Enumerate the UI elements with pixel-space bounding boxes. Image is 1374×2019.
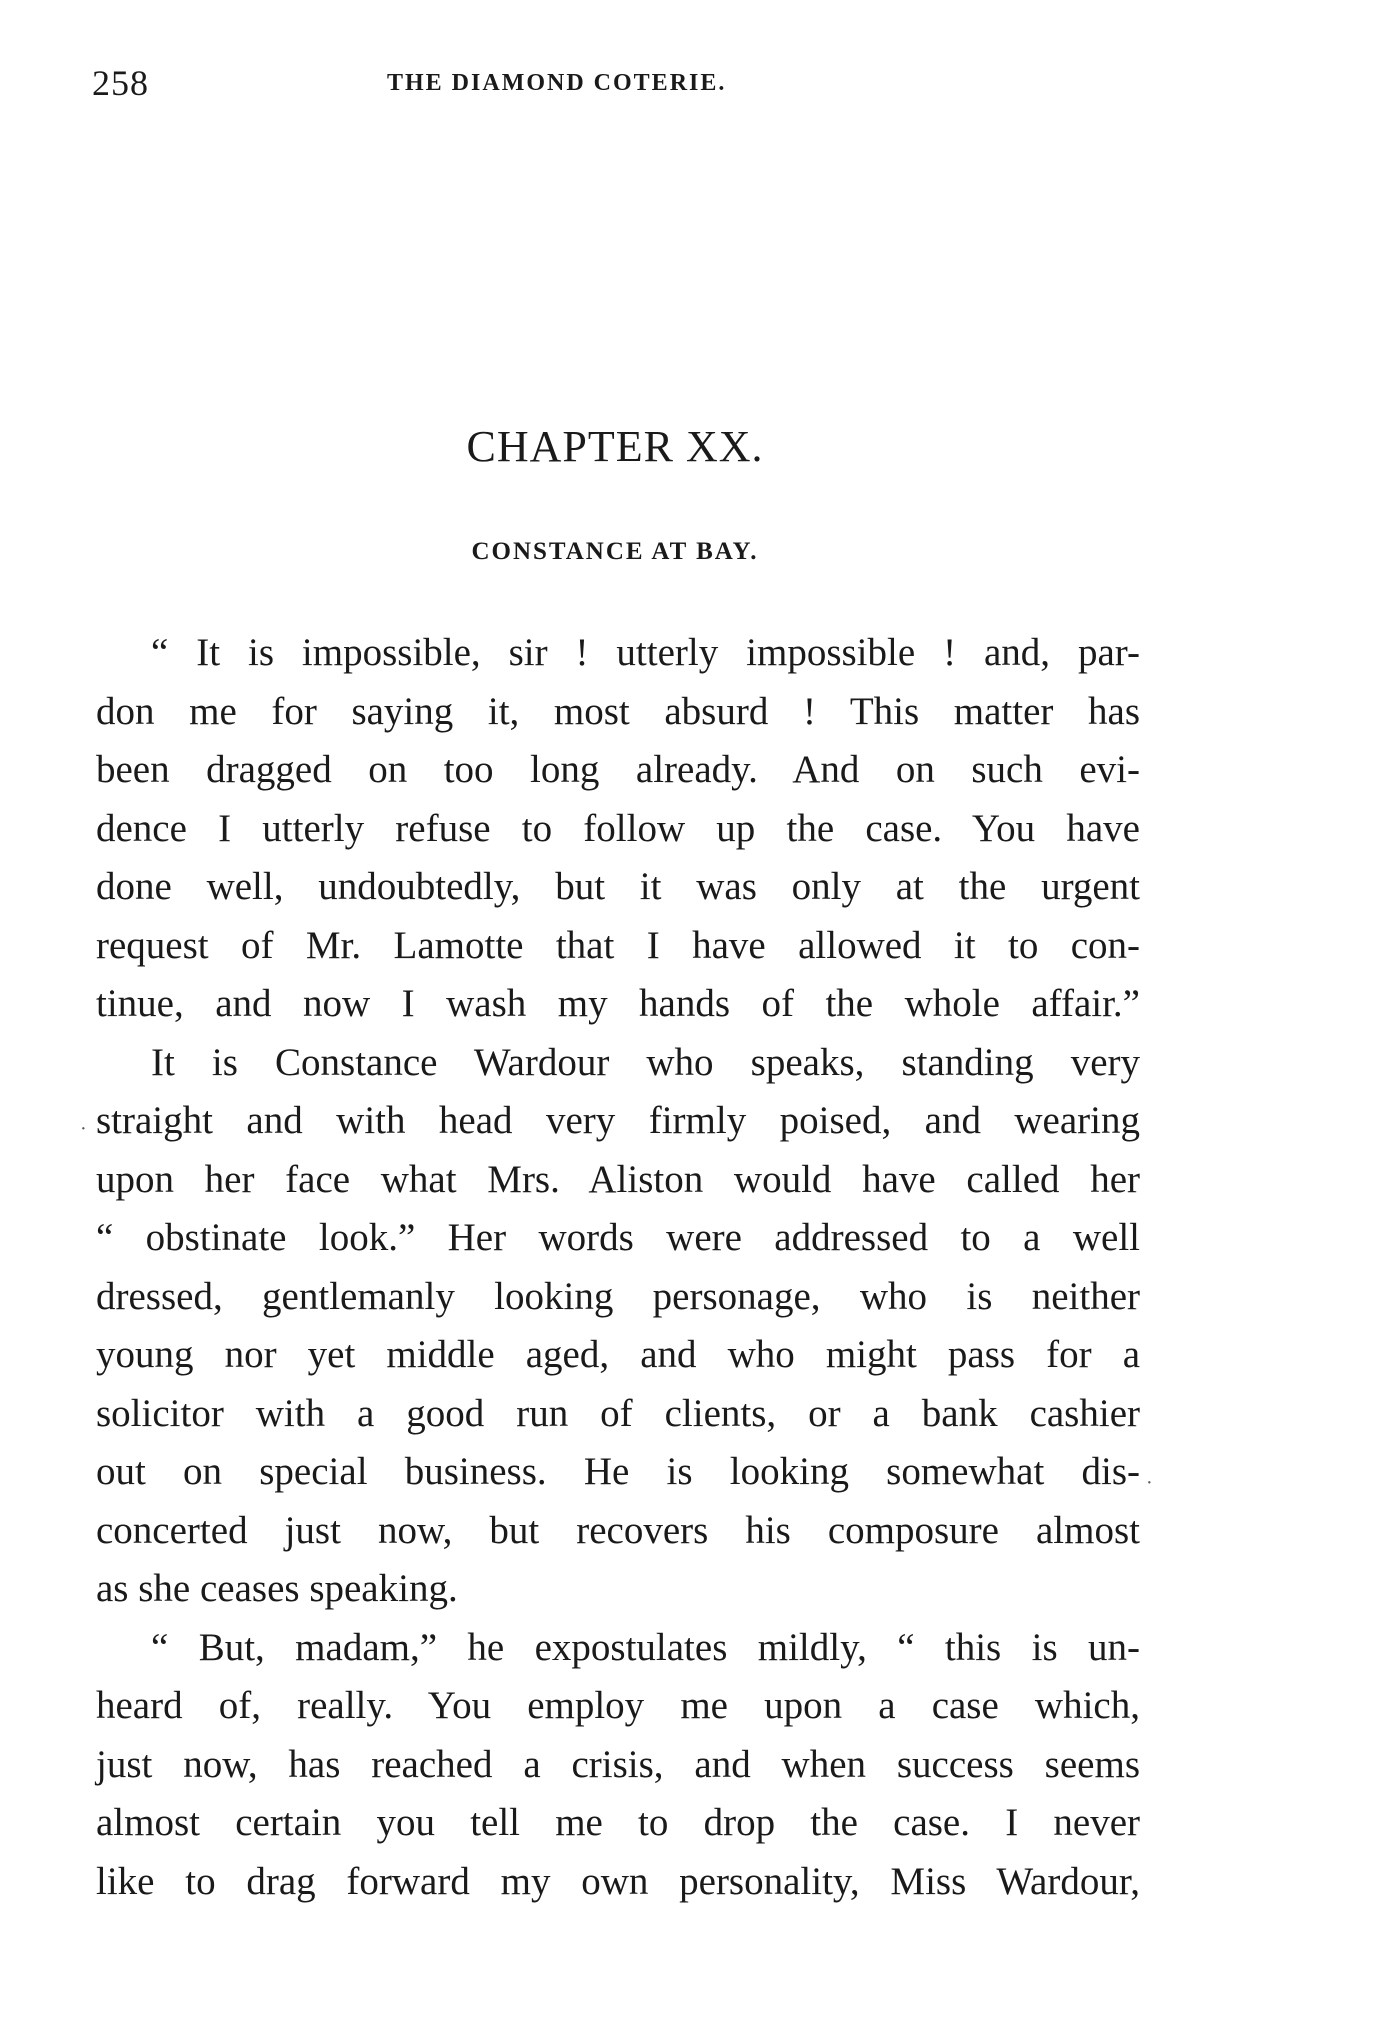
text-line: been dragged on too long already. And on such evi- [96,748,1140,791]
text-line: like to drag forward my own personality, Miss Wardour, [96,1859,1140,1903]
text-line: almost certain you tell me to drop the case. I never [96,1801,1140,1844]
paragraph-2 [96,1034,1140,1619]
body-text [96,624,1140,1911]
text-line: just now, has reached a crisis, and when success seems [96,1742,1140,1786]
text-line: solicitor with a good run of clients, or a bank cashier [96,1391,1140,1435]
text-line: don me for saying it, most absurd ! This matter has [96,689,1140,733]
text-line: out on special business. He is looking somewhat dis- [96,1450,1140,1493]
margin-dot-mark: · [80,1118,87,1140]
chapter-subtitle: CONSTANCE AT BAY. [471,538,759,565]
text-line: straight and with head very firmly poised, and wearing [96,1099,1140,1142]
text-line: “ It is impossible, sir ! utterly impossible ! and, par- [151,631,1140,674]
page-number: 258 [92,63,149,103]
text-line: “ But, madam,” he expostulates mildly, “ this is un- [151,1625,1140,1669]
book-title: THE DIAMOND COTERIE. [387,70,727,96]
text-line: It is Constance Wardour who speaks, standing very [151,1040,1140,1084]
text-line: concerted just now, but recovers his composure almost [96,1508,1140,1552]
text-line: as she ceases speaking. [96,1567,458,1610]
running-head [92,62,1152,112]
chapter-title: CHAPTER XX. [466,422,764,471]
paragraph-1 [96,624,1140,1034]
margin-dot-mark: · [1146,1472,1153,1494]
text-line: dence I utterly refuse to follow up the case. You have [96,806,1140,850]
text-line: done well, undoubtedly, but it was only at the urgent [96,865,1140,908]
text-line: “ obstinate look.” Her words were addressed to a well [96,1216,1140,1259]
text-line: tinue, and now I wash my hands of the whole affair.” [96,982,1140,1025]
text-line: request of Mr. Lamotte that I have allowed it to con- [96,923,1140,967]
text-line: young nor yet middle aged, and who might pass for a [96,1333,1140,1376]
text-line: upon her face what Mrs. Aliston would have called her [96,1157,1140,1201]
text-line: dressed, gentlemanly looking personage, who is neither [96,1274,1140,1318]
text-line: heard of, really. You employ me upon a case which, [96,1684,1140,1727]
paragraph-3 [96,1619,1140,1912]
